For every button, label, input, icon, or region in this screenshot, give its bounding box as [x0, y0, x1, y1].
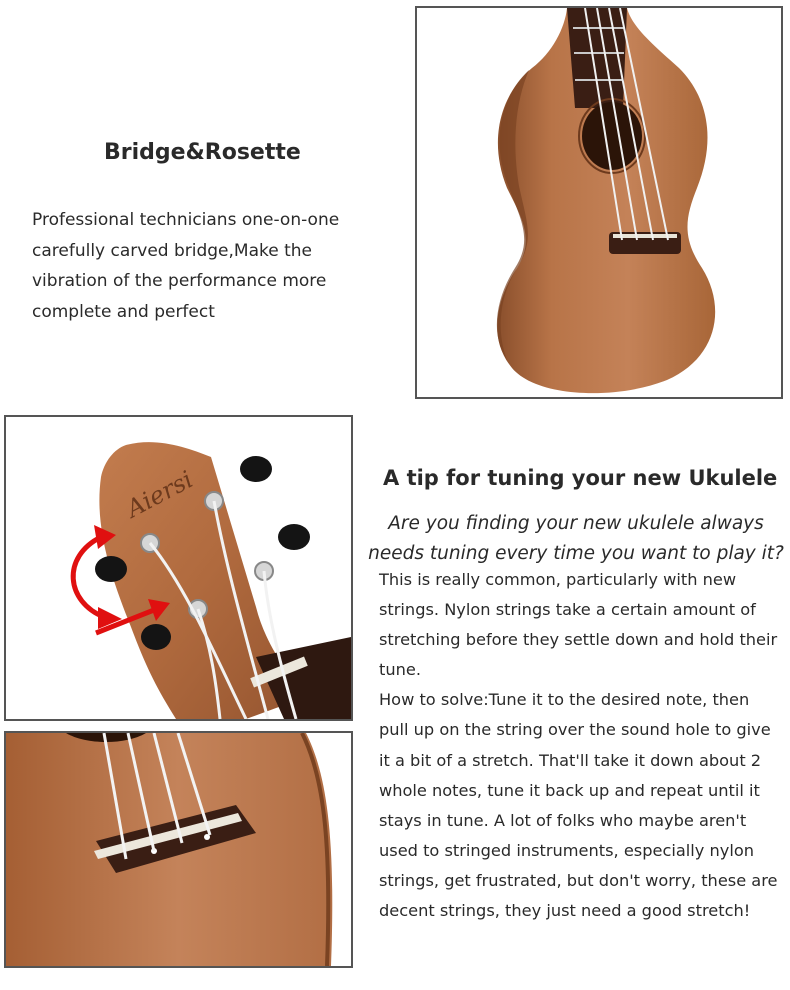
bridge-closeup-photo: [4, 731, 353, 968]
tuner-knob-icon: [141, 624, 171, 650]
bridge-closeup-illustration: [6, 733, 351, 966]
tuning-tip-paragraph-2: How to solve:Tune it to the desired note, then pull up on the string over the sound hole to give it a bit of a stretch. That'll take it down about 2 whole notes, tune it back up and repeat until it stays in tune. A lot of folks who maybe aren't used to stringed instruments, especially nylon strings, get frustrated, but don't worry, these are decent strings, they just need a good stretch!: [379, 690, 778, 921]
tuner-knob-icon: [278, 524, 310, 550]
bridge-rosette-description: Professional technicians one-on-one carefully carved bridge,Make the vibration of the performance more complete and perfect: [32, 210, 340, 322]
tuner-knob-icon: [95, 556, 127, 582]
tuning-tip-paragraph-1: This is really common, particularly with new strings. Nylon strings take a certain amount of stretching before they settle down and hold their tune.: [379, 570, 778, 680]
brand-logo: Aiersi: [121, 465, 198, 524]
headstock-photo: [4, 415, 353, 721]
tuner-knob-icon: [240, 456, 272, 482]
tuning-tip-heading: A tip for tuning your new Ukulele: [383, 466, 778, 491]
tuning-tip-body: [379, 565, 783, 926]
ukulele-body-photo: [415, 6, 783, 399]
headstock-illustration: [6, 417, 351, 719]
tuning-tip-question: Are you finding your new ukulele always needs tuning every time you want to play it?: [368, 512, 784, 564]
bridge-rosette-heading: Bridge&Rosette: [104, 140, 301, 166]
ukulele-body-illustration: [417, 8, 781, 397]
